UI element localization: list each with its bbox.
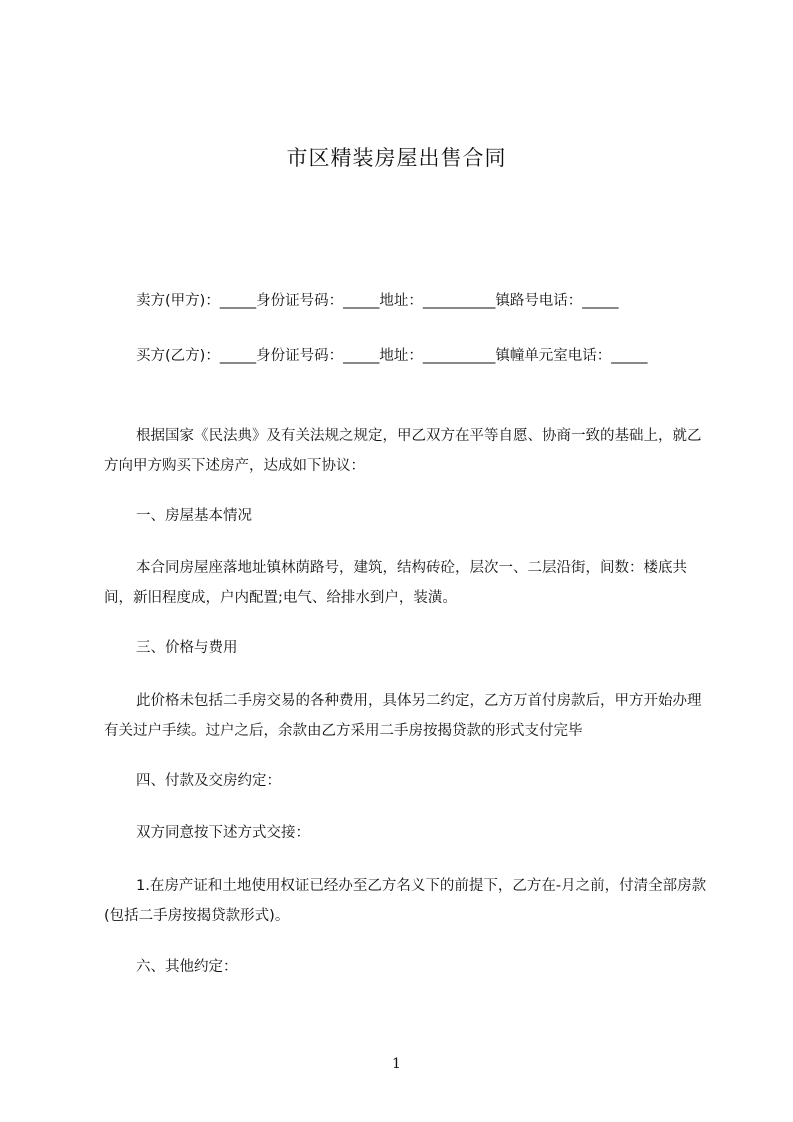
section3-body: 此价格未包括二手房交易的各种费用，具体另二约定，乙方万首付房款后，甲方开始办理有关过户手续。过户之后，余款由乙方采用二手房按揭贷款的形式支付完毕 (104, 693, 702, 739)
section1-body: 本合同房屋座落地址镇林荫路号，建筑，结构砖砼，层次一、二层沿街，间数：楼底共间，新旧程度成，户内配置;电气、给排水到户，装潢。 (104, 560, 687, 606)
contract-title: 市区精装房屋出售合同 (286, 146, 507, 170)
section4-intro: 双方同意按下述方式交接： (136, 825, 310, 841)
section4-item1: 1.在房产证和土地使用权证已经办至乙方名义下的前提下，乙方在-月之前，付清全部房款(包括二手房按揭贷款形式)。 (104, 878, 707, 924)
seller-line: 卖方(甲方)：_____身份证号码：_____地址：__________镇路号电话：_____ (136, 293, 619, 309)
section6-heading: 六、其他约定： (136, 959, 238, 975)
page-number: 1 (392, 1056, 401, 1072)
intro-paragraph: 根据国家《民法典》及有关法规之规定，甲乙双方在平等自愿、协商一致的基础上，就乙方向甲方购买下述房产，达成如下协议： (104, 428, 702, 474)
section1-heading: 一、房屋基本情况 (136, 508, 252, 524)
section3-heading: 三、价格与费用 (136, 640, 238, 656)
buyer-line: 买方(乙方)：_____身份证号码：_____地址：__________镇幢单元室电话：_____ (136, 348, 648, 364)
section4-heading: 四、付款及交房约定： (136, 773, 281, 789)
